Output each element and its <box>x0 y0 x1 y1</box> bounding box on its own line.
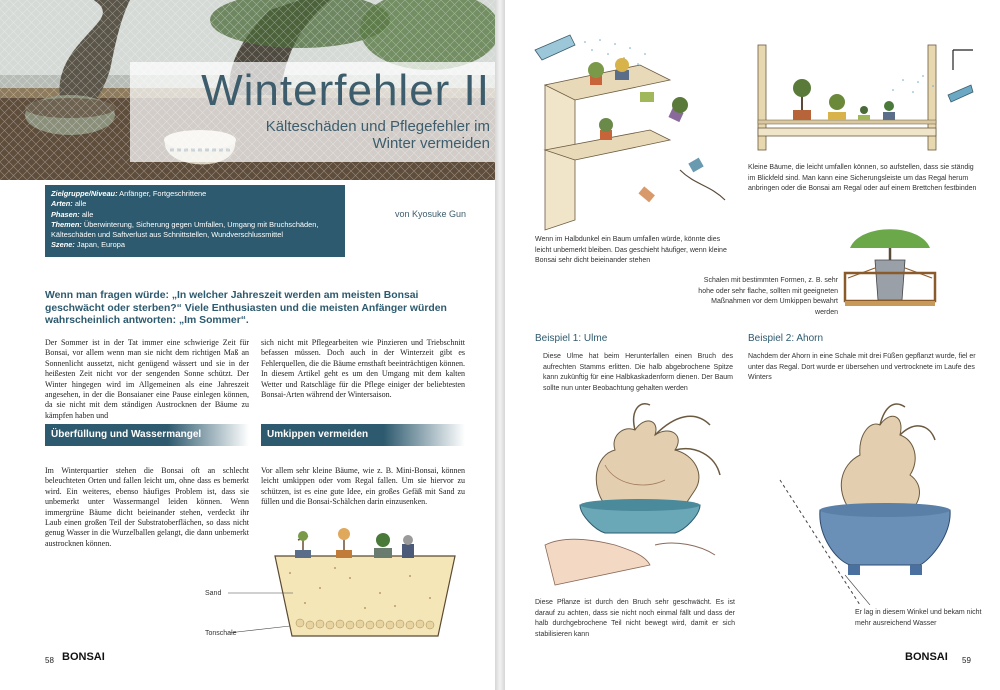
magazine-logo-right: BONSAI <box>905 651 948 663</box>
example1-heading: Beispiel 1: Ulme <box>535 333 608 344</box>
magazine-logo-left: BONSAI <box>62 651 105 663</box>
section-heading-overfill: Überfüllung und Wassermangel <box>45 424 249 446</box>
info-zielgruppe-value: Anfänger, Fortgeschrittene <box>117 189 207 198</box>
info-arten-label: Arten: <box>51 199 73 209</box>
example2-text: Nachdem der Ahorn in eine Schale mit drei Füßen gepflanzt wurde, fiel er unter das Regal. Dort wurde er übersehen und vertrocknete im Laufe des Winters <box>748 353 976 382</box>
info-arten-value: alle <box>72 199 87 209</box>
section-heading-tipping: Umkippen vermeiden <box>261 424 465 446</box>
caption-tied-pot: Schalen mit bestimmten Formen, z. B. sehr hohe oder sehr flache, sollten mit geeigneten Maßnahmen vor dem Umkippen bewahrt werden <box>698 277 838 316</box>
maple-illustration <box>770 395 980 605</box>
intro-text-col1: Der Sommer ist in der Tat immer eine schwierige Zeit für Bonsai, vor allem wenn man sie nicht dem richtigen Maß an Sonnenlicht aussetzt, nicht genügend wässert und sie in der heißesten Zeit nicht vor der sengenden Sonne schützt. Der Winter hingegen wird im Allgemeinen als eine Jahreszeit angesehen, in der die Bonsaianer eine Pause einlegen können, da sie nicht mit dem ständigen Austrocknen der Bäume zu kämpfen haben und <box>45 338 249 420</box>
section2-text: Vor allem sehr kleine Bäume, wie z. B. Mini-Bonsai, können leicht umkippen oder vom Regal fallen. Um sie hiervor zu schützen, ist es eine gute Idee, ein großes Gefäß mit Sand zu füllen und die Bonsai-Schälchen darin einzusenken. <box>261 466 465 507</box>
title-block <box>130 68 490 152</box>
example1-text: Diese Ulme hat beim Herunterfallen einen Bruch des aufrechten Stamms erlitten. Die halb abgebrochene Spitze kann zukünftig für eine Halbkaskadenform dienen. Der Baum sollte nun unter Beobachtung gehalten werden <box>543 353 733 392</box>
caption-shelf-safe: Kleine Bäume, die leicht umfallen können, so aufstellen, dass sie ständig im Blickfeld sind. Man kann eine Sicherungsleiste um das Regal herum anbringen oder die Bonsai am Regal oder auf einem Brettchen festbinden <box>748 164 977 193</box>
example2-heading: Beispiel 2: Ahorn <box>748 333 824 344</box>
info-box <box>45 185 345 257</box>
page-gutter <box>495 0 505 690</box>
left-page <box>0 0 495 690</box>
header-photo <box>0 0 495 180</box>
info-szene-value: Japan, Europa <box>74 240 125 250</box>
byline: von Kyosuke Gun <box>395 209 467 219</box>
section1-text: Im Winterquartier stehen die Bonsai oft an schlecht beleuchteten Orten und fallen leicht um, ohne dass es bemerkt wird. Ein weiteres, ebenso häufiges Problem ist, dass sie unbemerkt unter Wassermangel leiden können. Wenn immergrüne Bäume dicht beieinander stehen, verdeckt ihr Laub einen großen Teil der Substratoberflächen, so dass nicht genug Wasser in die Wurzelballen gelangt, die dann unbemerkt austrocknen können. <box>45 466 249 548</box>
info-phasen-label: Phasen: <box>51 209 80 219</box>
info-themen-value: Überwinterung, Sicherung gegen Umfallen, Umgang mit Bruchschäden, Kälteschäden und Saftverlust aus Schnittstellen, Wundverschlussmittel <box>51 219 319 240</box>
info-phasen-value: alle <box>79 209 94 219</box>
shelf-safe-illustration <box>753 40 978 155</box>
elm-illustration <box>535 395 735 595</box>
intro-text-col2: sich nicht mit Pflegearbeiten wie Pinzieren und Triebschnitt befassen müssen. Doch auch in der Winterzeit gibt es Fehlerquellen, die die Bäume ernsthaft beeinträchtigen können. In diesem Artikel geht es um den Umgang mit dem kalten Wetter und Ratschläge für die Pflege einiger der beliebtesten Bonsai-Arten während der Wintersaison. <box>261 338 465 400</box>
article-subtitle-line1: Kälteschäden und Pflegefehler im <box>265 118 490 135</box>
page-number-left: 58 <box>45 656 54 665</box>
info-themen-label: Themen: <box>51 219 82 229</box>
article-subtitle-line2: Winter vermeiden <box>372 135 490 152</box>
lead-paragraph: Wenn man fragen würde: „In welcher Jahreszeit werden am meisten Bonsai geschwächt oder sterben?“ Viele Enthusiasten und die meisten Anfänger würden wahrscheinlich antworten: „Im Sommer“. <box>45 290 447 326</box>
info-szene-label: Szene: <box>51 240 75 250</box>
caption-shelf-fall: Wenn im Halbdunkel ein Baum umfallen würde, könnte dies leicht unbemerkt bleiben. Das geschieht häufiger, wenn kleine Bonsai sehr dicht beieinander stehen <box>535 236 727 265</box>
page-number-right: 59 <box>962 656 971 665</box>
tied-pot-illustration <box>840 218 940 313</box>
label-sand: Sand <box>205 590 222 597</box>
example2-caption: Er lag in diesem Winkel und bekam nicht mehr ausreichend Wasser <box>855 609 982 627</box>
label-leader-lines <box>228 588 298 638</box>
sand-tray-illustration <box>270 528 460 648</box>
label-tonschale: Tonschale <box>205 630 237 637</box>
article-title: Winterfehler II <box>201 66 490 115</box>
info-zielgruppe-label: Zielgruppe/Niveau: <box>51 189 118 198</box>
right-page <box>505 0 1000 690</box>
example1-caption: Diese Pflanze ist durch den Bruch sehr geschwächt. Es ist darauf zu achten, dass sie nicht noch einmal fällt und dass der halb durchgebrochene Teil nicht bewegt wird, damit er sich stabilisieren kann <box>535 599 735 638</box>
shelf-fall-illustration <box>530 10 740 235</box>
